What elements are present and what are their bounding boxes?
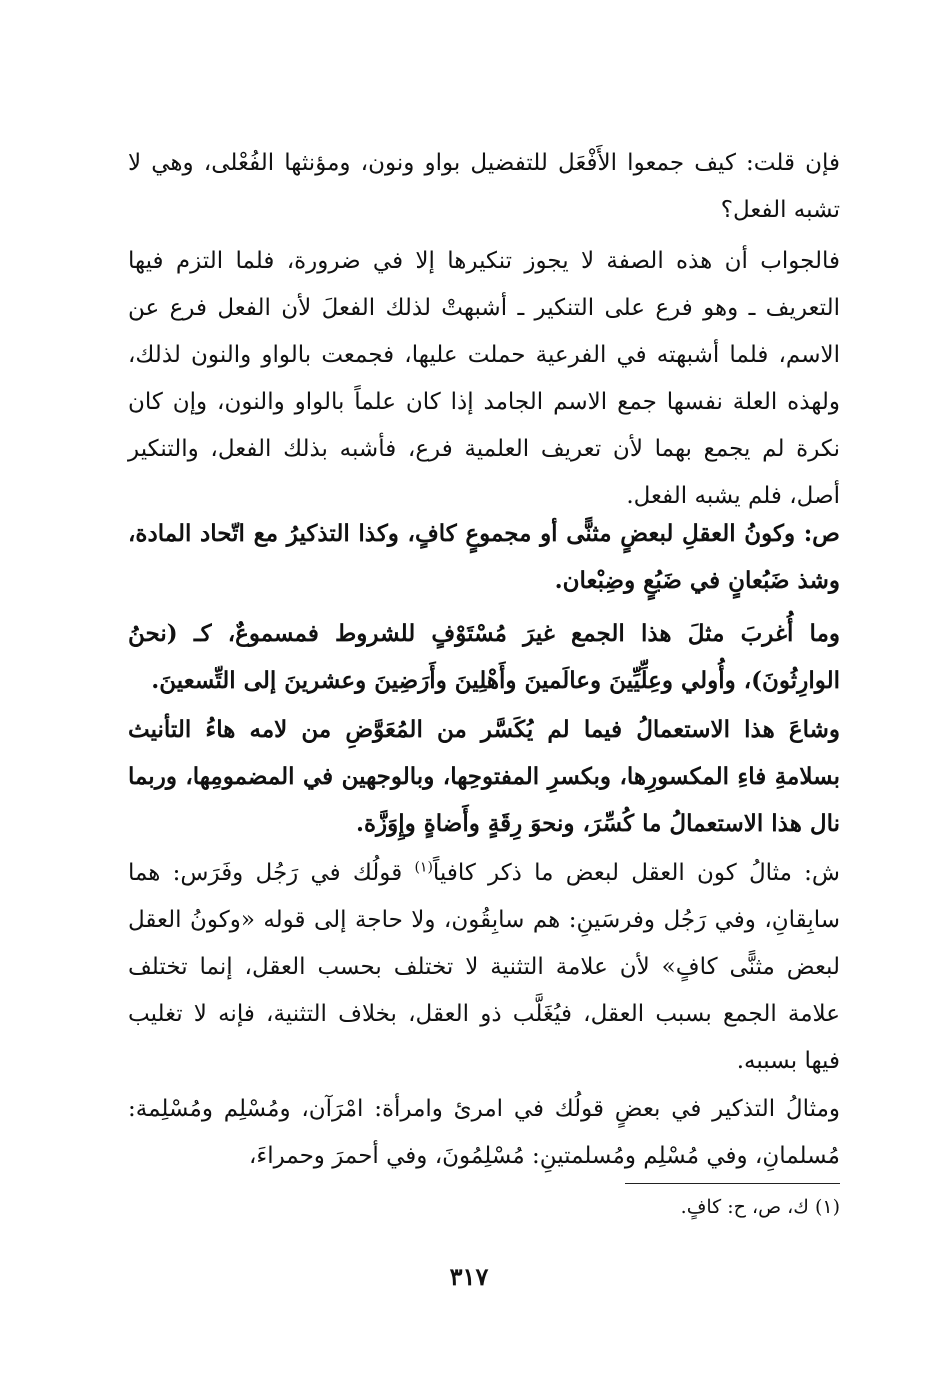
footnote-divider [625,1183,840,1184]
footnote-reference[interactable]: (١) [414,859,433,876]
paragraph-text: وشاعَ هذا الاستعمالُ فيما لم يُكَسَّر من المُعَوَّضِ من لامه هاءُ التأنيث بسلامةِ فاءِ المكسورِها، وبكسرِ المفتوحِها، وبالوجهين في المضمومِها، وربما نال هذا الاستعمالُ ما كُسِّرَ، ونحوَ رِقَةٍ وأَضاةٍ وإِوَزَّة. [128,716,840,837]
matn-paragraph-3 [128,706,840,847]
question-paragraph [128,140,840,234]
answer-paragraph [128,238,840,520]
paragraph-text: فالجواب أن هذه الصفة لا يجوز تنكيرها إلا في ضرورة، فلما التزم فيها التعريف ـ وهو فرع على التنكير ـ أشبهتْ لذلك الفعلَ لأن الفعل فرع عن الاسم، فلما أشبهته في الفرعية حملت عليها، فجمعت بالواو والنون لذلك، ولهذه العلة نفسها جمع الاسم الجامد إذا كان علماً بالواو والنون، وإن كان نكرة لم يجمع بهما لأن تعريف العلمية فرع، فأشبه بذلك الفعل، والتنكير أصل، فلم يشبه الفعل. [128,248,840,509]
paragraph-text-part: قولُك في رَجُل وفَرَس: هما سابِقانِ، وفي رَجُل وفرسَينِ: هم سابِقُون، ولا حاجة إلى قوله «وكونُ العقل لبعض مثنًّى كافٍ» لأن علامة التثنية لا تختلف بحسب العقل، إنما تختلف علامة الجمع بسبب العقل، فيُغَلَّب ذو العقل، بخلاف التثنية، فإنه لا تغليب فيها بسببه. [128,860,840,1074]
paragraph-text: فإن قلت: كيف جمعوا الأَفْعَل للتفضيل بواو ونون، ومؤنثها الفُعْلى، وهي لا تشبه الفعل؟ [128,150,840,223]
paragraph-text [128,850,840,1085]
sharh-paragraph-2 [128,1086,840,1180]
page-number: ٣١٧ [449,1262,489,1291]
paragraph-text: ص: وكونُ العقلِ لبعضٍ مثنًّى أو مجموعٍ كافٍ، وكذا التذكيرُ مع اتّحاد المادة، وشذ ضَبُعانٍ في ضَبُعٍ وضِبْعان. [128,520,840,594]
matn-paragraph-1 [128,510,840,604]
paragraph-text: ومثالُ التذكير في بعضٍ قولُك في امرئ وامرأة: امْرَآن، ومُسْلِم ومُسْلِمة: مُسلمانِ، وفي مُسْلِم ومُسلمتينِ: مُسْلِمُونَ، وفي أحمرَ وحمراءَ، [128,1096,840,1169]
sharh-paragraph-1 [128,850,840,1085]
footnote: (١) ك، ص، ح: كافٍ. [680,1196,840,1218]
paragraph-text-part: ش: مثالُ كون العقل لبعض ما ذكر كافياً [432,860,840,886]
matn-paragraph-2 [128,610,840,704]
paragraph-text: وما أُغربَ مثلَ هذا الجمع غيرَ مُسْتَوْفٍ للشروط فمسموعٌ، كـ (نحنُ الوارِثُونَ)، وأُولي وعِلِّيِّينَ وعالَمينَ وأَهْلِينَ وأَرَضِينَ وعشرينَ إلى التِّسعينَ. [128,620,840,694]
